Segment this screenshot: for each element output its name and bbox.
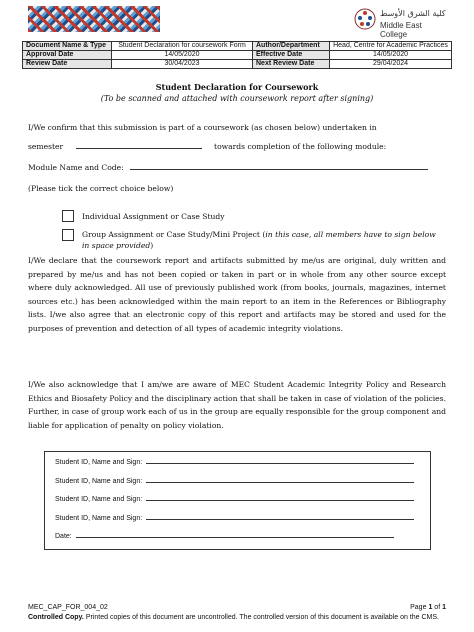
- date-label: Date:: [55, 533, 72, 540]
- signature-label: Student ID, Name and Sign:: [55, 496, 143, 503]
- meta-row: [23, 60, 452, 69]
- signature-field[interactable]: [146, 457, 414, 464]
- meta-key: Effective Date: [253, 51, 330, 60]
- college-logo: [354, 6, 446, 39]
- signature-label: Student ID, Name and Sign:: [55, 478, 143, 485]
- meta-value: 30/04/2023: [112, 60, 253, 69]
- date-field[interactable]: [76, 531, 394, 538]
- confirm-line: I/We confirm that this submission is part of a coursework (as chosen below) undertaken in: [28, 123, 377, 132]
- individual-option-label: Individual Assignment or Case Study: [82, 212, 225, 221]
- signature-field[interactable]: [146, 476, 414, 483]
- meta-value: 29/04/2024: [330, 60, 452, 69]
- page-of: of: [434, 604, 441, 611]
- controlled-label: Controlled Copy.: [28, 614, 84, 621]
- group-option-main: Group Assignment or Case Study/Mini Project (: [82, 230, 266, 239]
- document-meta-table: [22, 41, 452, 69]
- page-number: [410, 604, 446, 611]
- module-line: [28, 162, 428, 172]
- meta-value: 14/05/2020: [330, 51, 452, 60]
- group-option-note: in this case, all members have to sign below in space provided: [82, 230, 436, 250]
- meta-value: 14/05/2020: [112, 51, 253, 60]
- header-pattern-banner: [28, 6, 160, 32]
- meta-row: [23, 42, 452, 51]
- semester-after-text: towards completion of the following module:: [214, 142, 387, 151]
- document-subtitle: (To be scanned and attached with coursework report after signing): [100, 94, 374, 103]
- signature-row: [55, 494, 414, 503]
- page-current: 1: [428, 604, 433, 611]
- meta-key: Review Date: [23, 60, 112, 69]
- module-field[interactable]: [130, 162, 428, 170]
- tick-instruction: (Please tick the correct choice below): [28, 184, 174, 193]
- signature-row: [55, 457, 414, 466]
- group-checkbox[interactable]: [62, 229, 74, 241]
- module-label: Module Name and Code:: [28, 163, 124, 172]
- date-row: [55, 531, 394, 540]
- signature-label: Student ID, Name and Sign:: [55, 515, 143, 522]
- individual-checkbox[interactable]: [62, 210, 74, 222]
- page-word: Page: [410, 604, 427, 611]
- signature-label: Student ID, Name and Sign:: [55, 459, 143, 466]
- meta-key: Author/Department: [253, 42, 330, 51]
- college-emblem-icon: [354, 8, 376, 30]
- form-code: MEC_CAP_FOR_004_02: [28, 604, 108, 611]
- semester-line: [28, 141, 386, 151]
- group-option-close: ): [150, 241, 154, 250]
- meta-key: Approval Date: [23, 51, 112, 60]
- meta-value: Student Declaration for coursework Form: [112, 42, 253, 51]
- document-title: Student Declaration for Coursework: [155, 82, 319, 92]
- meta-value: Head, Centre for Academic Practices: [330, 42, 452, 51]
- group-option-label: [82, 229, 442, 251]
- signature-field[interactable]: [146, 513, 414, 520]
- meta-key: Next Review Date: [253, 60, 330, 69]
- signature-row: [55, 476, 414, 485]
- signature-row: [55, 513, 414, 522]
- meta-row: [23, 51, 452, 60]
- signature-field[interactable]: [146, 494, 414, 501]
- controlled-copy-note: [28, 614, 439, 621]
- page-total: 1: [442, 604, 446, 611]
- controlled-text: Printed copies of this document are uncontrolled. The controlled version of this document is available on the CMS.: [85, 614, 440, 621]
- logo-arabic-text: كلية الشرق الأوسط: [380, 9, 446, 18]
- signature-box: [44, 451, 431, 550]
- declaration-paragraph: I/We declare that the coursework report and artifacts submitted by me/us are original, duly written and prepared by me/us and has not been copied or taken in part or in whole from any other source except where duly acknowledged. All use of previously published work (from books, journals, magazines, internet sources etc.) has been acknowledged within the main report to an item in the References or Bibliography lists. I/we also agree that an electronic copy of this report and artifacts may be stored and used for the purposes of prevention and detection of all types of academic integrity violations.: [28, 256, 446, 333]
- semester-field[interactable]: [76, 141, 202, 149]
- acknowledge-paragraph: I/We also acknowledge that I am/we are aware of MEC Student Academic Integrity Policy and Research Ethics and Biosafety Policy and the disciplinary action that shall be taken in case of violation of the policies. Further, in case of group work each of us in the group are equally responsible for the group component and liable for application of penalty on policy violation.: [28, 380, 446, 430]
- semester-label: semester: [28, 142, 64, 151]
- meta-key: Document Name & Type: [23, 42, 112, 51]
- logo-english-text: Middle East College: [380, 21, 422, 39]
